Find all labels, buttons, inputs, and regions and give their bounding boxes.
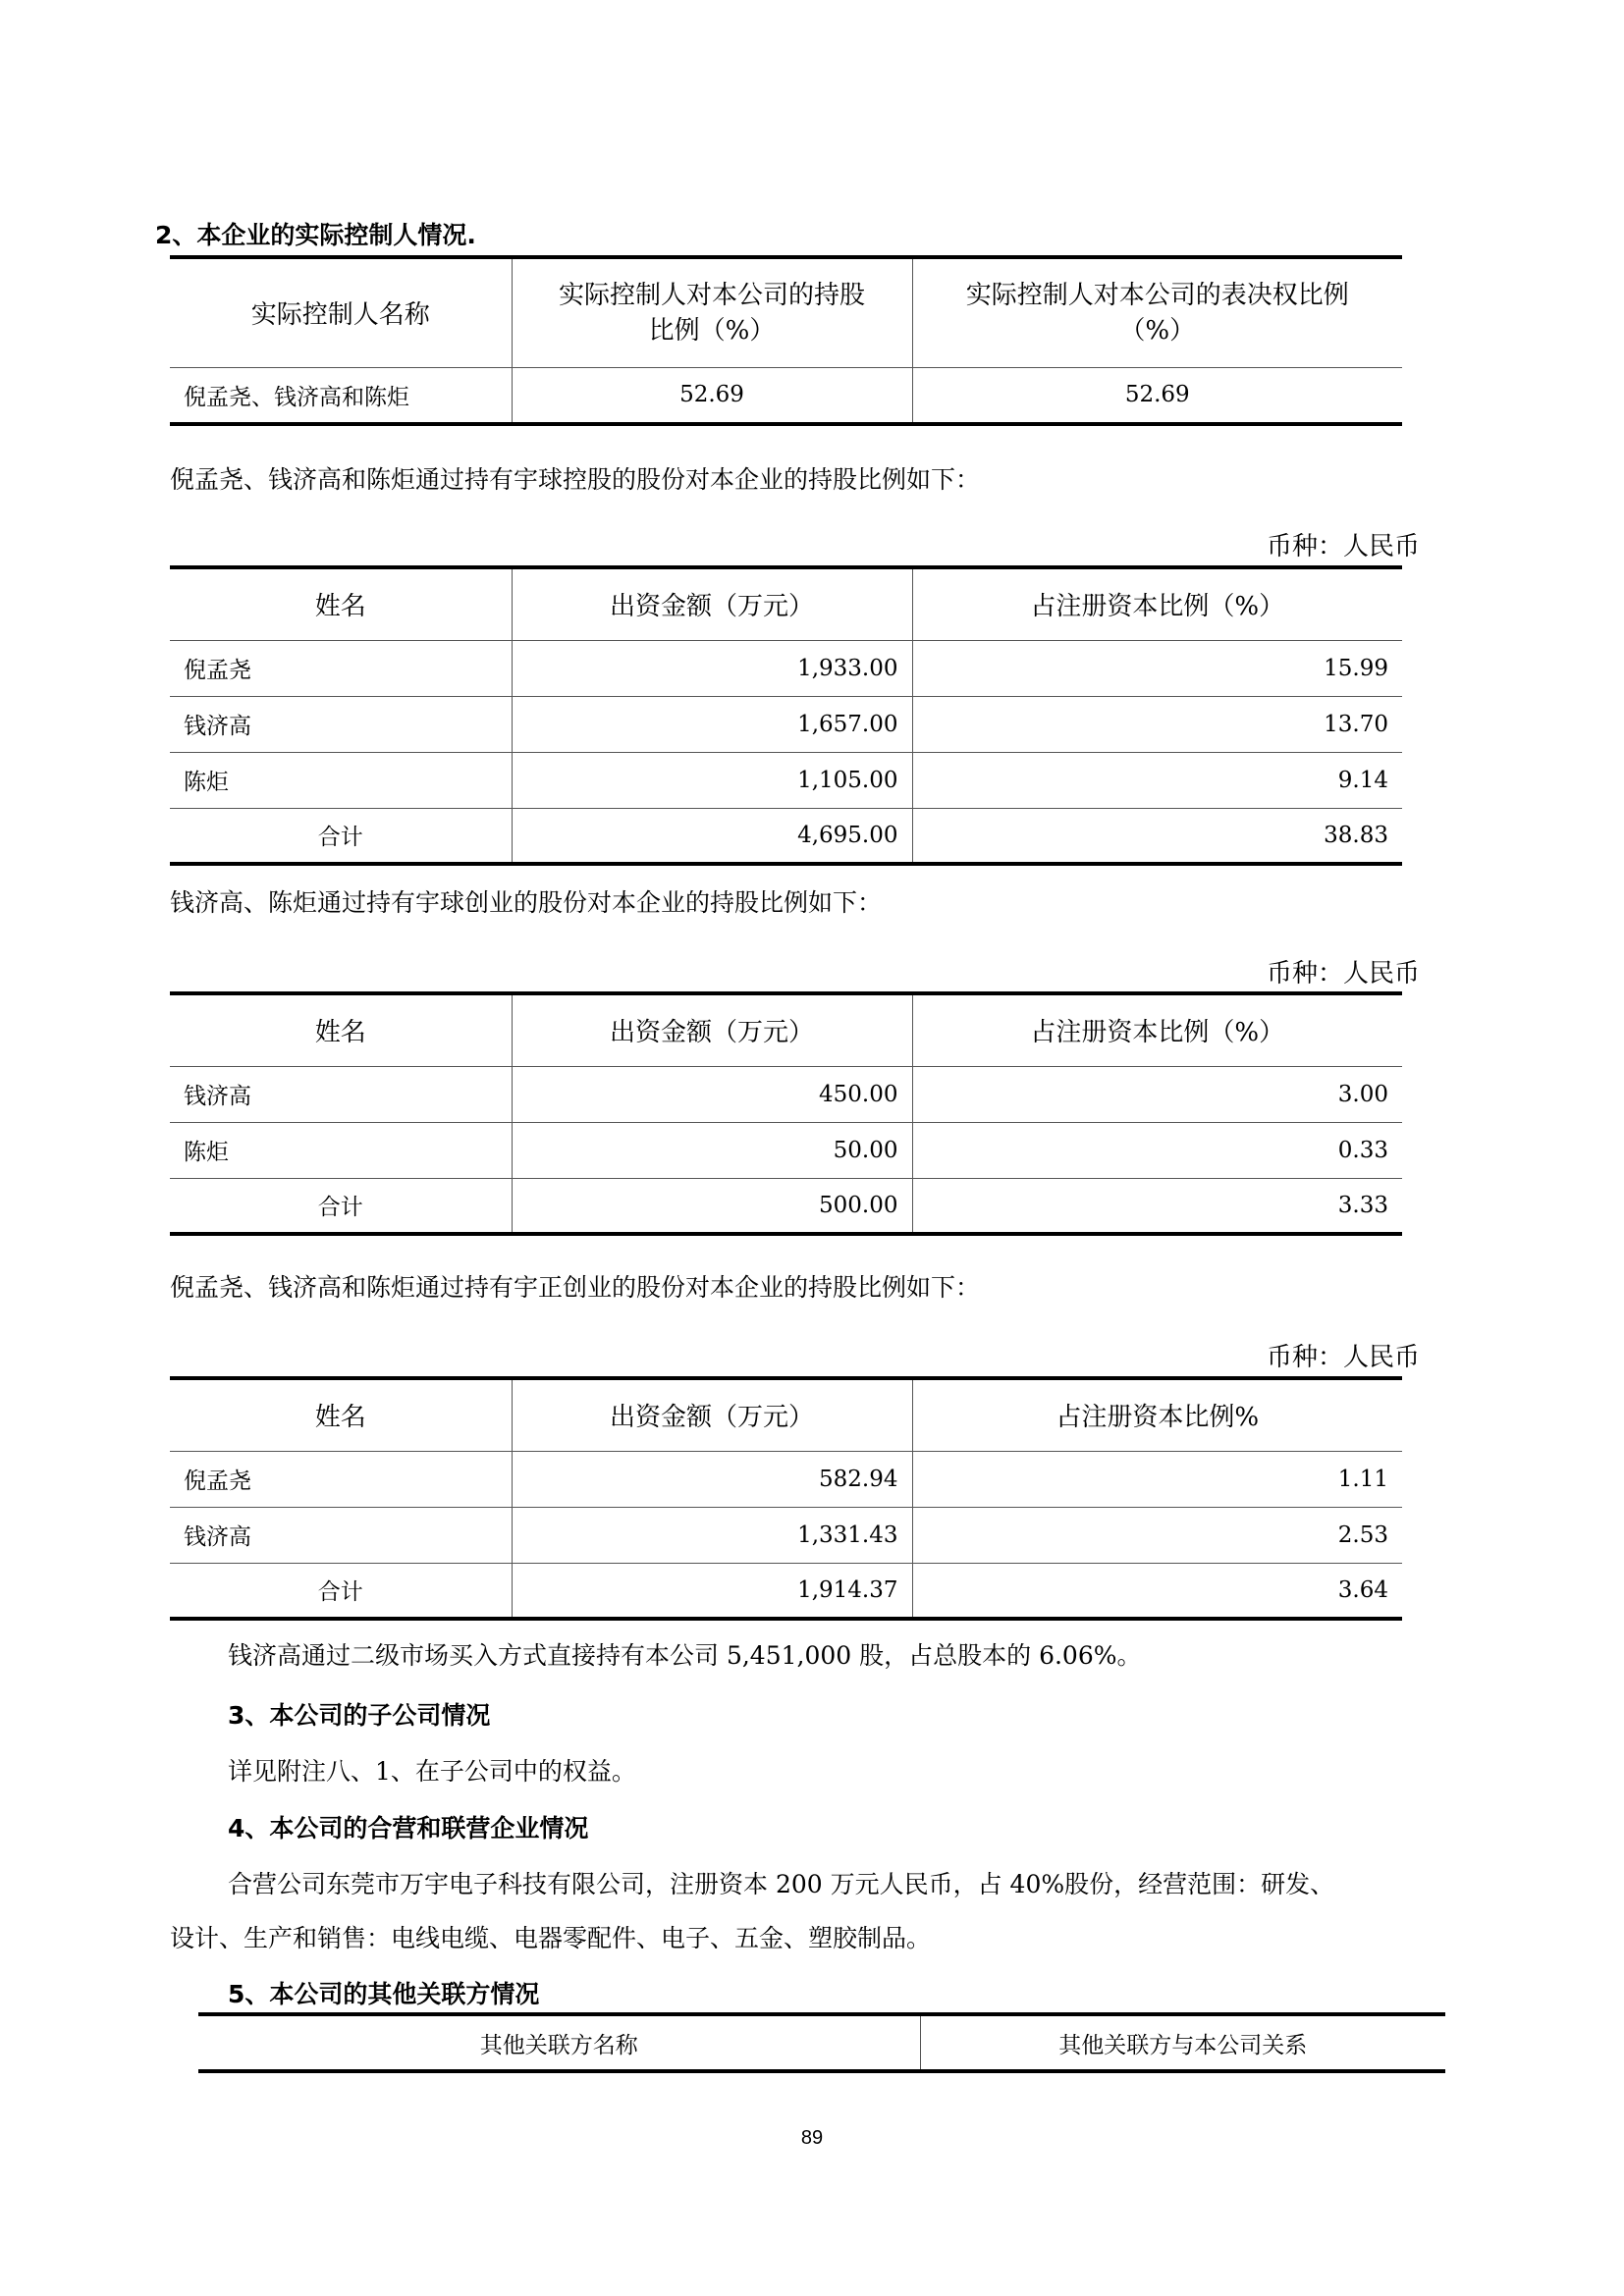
total-capital: 4,695.00 <box>512 808 912 864</box>
ratio-cell: 15.99 <box>912 640 1402 696</box>
section4-line2: 设计、生产和销售：电线电缆、电器零配件、电子、五金、塑胶制品。 <box>170 1924 932 1952</box>
page-number: 89 <box>800 2127 824 2149</box>
table-row <box>170 696 1402 752</box>
currency-label: 币种：人民币 <box>1266 1343 1420 1372</box>
controller-name-cell: 倪孟尧、钱济高和陈炬 <box>170 367 512 424</box>
total-row <box>170 808 1402 864</box>
capital-cell: 1,657.00 <box>512 696 912 752</box>
name-cell: 倪孟尧 <box>170 640 512 696</box>
direct-holding-text: 钱济高通过二级市场买入方式直接持有本公司 5,451,000 股，占总股本的 6.06%。 <box>228 1641 1142 1670</box>
total-ratio: 3.64 <box>912 1563 1402 1619</box>
capital-cell: 1,331.43 <box>512 1507 912 1563</box>
header-capital: 出资金额（万元） <box>512 1378 912 1451</box>
capital-cell: 1,105.00 <box>512 752 912 808</box>
header-ratio: 占注册资本比例（%） <box>912 993 1402 1066</box>
section3-heading: 3、本公司的子公司情况 <box>228 1701 491 1730</box>
currency-label: 币种：人民币 <box>1266 532 1420 561</box>
ratio-cell: 1.11 <box>912 1451 1402 1507</box>
total-label: 合计 <box>170 1563 512 1619</box>
header-capital: 出资金额（万元） <box>512 567 912 640</box>
currency-label: 币种：人民币 <box>1266 959 1420 988</box>
ratio-cell: 13.70 <box>912 696 1402 752</box>
name-cell: 倪孟尧 <box>170 1451 512 1507</box>
total-capital: 1,914.37 <box>512 1563 912 1619</box>
table-row <box>170 752 1402 808</box>
total-label: 合计 <box>170 1178 512 1234</box>
capital-cell: 1,933.00 <box>512 640 912 696</box>
table-row <box>170 1122 1402 1178</box>
header-related-party-relation: 其他关联方与本公司关系 <box>920 2014 1445 2071</box>
ratio-cell: 0.33 <box>912 1122 1402 1178</box>
header-shareholding-ratio: 实际控制人对本公司的持股 比例（%） <box>512 257 912 367</box>
total-row <box>170 1178 1402 1234</box>
ratio-cell: 2.53 <box>912 1507 1402 1563</box>
header-ratio: 占注册资本比例% <box>912 1378 1402 1451</box>
name-cell: 钱济高 <box>170 1066 512 1122</box>
ratio-cell: 3.00 <box>912 1066 1402 1122</box>
total-row <box>170 1563 1402 1619</box>
capital-cell: 450.00 <box>512 1066 912 1122</box>
name-cell: 陈炬 <box>170 1122 512 1178</box>
capital-cell: 582.94 <box>512 1451 912 1507</box>
yuzheng-venture-intro: 倪孟尧、钱济高和陈炬通过持有宇正创业的股份对本企业的持股比例如下： <box>170 1273 981 1302</box>
capital-cell: 50.00 <box>512 1122 912 1178</box>
section4-heading: 4、本公司的合营和联营企业情况 <box>228 1814 589 1842</box>
total-ratio: 3.33 <box>912 1178 1402 1234</box>
header-related-party-name: 其他关联方名称 <box>198 2014 920 2071</box>
table-row <box>170 1507 1402 1563</box>
shareholding-value-cell: 52.69 <box>512 367 912 424</box>
section5-heading: 5、本公司的其他关联方情况 <box>228 1980 540 2008</box>
header-name: 姓名 <box>170 993 512 1066</box>
yuqiu-venture-intro: 钱济高、陈炬通过持有宇球创业的股份对本企业的持股比例如下： <box>170 888 883 917</box>
ratio-cell: 9.14 <box>912 752 1402 808</box>
header-capital: 出资金额（万元） <box>512 993 912 1066</box>
total-capital: 500.00 <box>512 1178 912 1234</box>
header-controller-name: 实际控制人名称 <box>170 257 512 367</box>
controller-table <box>170 255 1402 426</box>
name-cell: 陈炬 <box>170 752 512 808</box>
yuqiu-venture-table <box>170 991 1402 1236</box>
total-label: 合计 <box>170 808 512 864</box>
header-name: 姓名 <box>170 1378 512 1451</box>
section3-text: 详见附注八、1、在子公司中的权益。 <box>228 1757 636 1786</box>
other-related-parties-table <box>198 2012 1445 2073</box>
header-name: 姓名 <box>170 567 512 640</box>
voting-value-cell: 52.69 <box>912 367 1402 424</box>
total-ratio: 38.83 <box>912 808 1402 864</box>
name-cell: 钱济高 <box>170 1507 512 1563</box>
table-row <box>170 640 1402 696</box>
yuqiu-holding-intro: 倪孟尧、钱济高和陈炬通过持有宇球控股的股份对本企业的持股比例如下： <box>170 465 981 494</box>
name-cell: 钱济高 <box>170 696 512 752</box>
section4-line1: 合营公司东莞市万宇电子科技有限公司，注册资本 200 万元人民币，占 40%股份，经营范围：研发、 <box>228 1870 1335 1898</box>
yuqiu-holding-table <box>170 565 1402 866</box>
section2-heading: 2、本企业的实际控制人情况. <box>155 221 476 249</box>
table-row <box>170 1451 1402 1507</box>
yuzheng-venture-table <box>170 1376 1402 1621</box>
header-voting-ratio: 实际控制人对本公司的表决权比例 （%） <box>912 257 1402 367</box>
header-ratio: 占注册资本比例（%） <box>912 567 1402 640</box>
table-row <box>170 1066 1402 1122</box>
